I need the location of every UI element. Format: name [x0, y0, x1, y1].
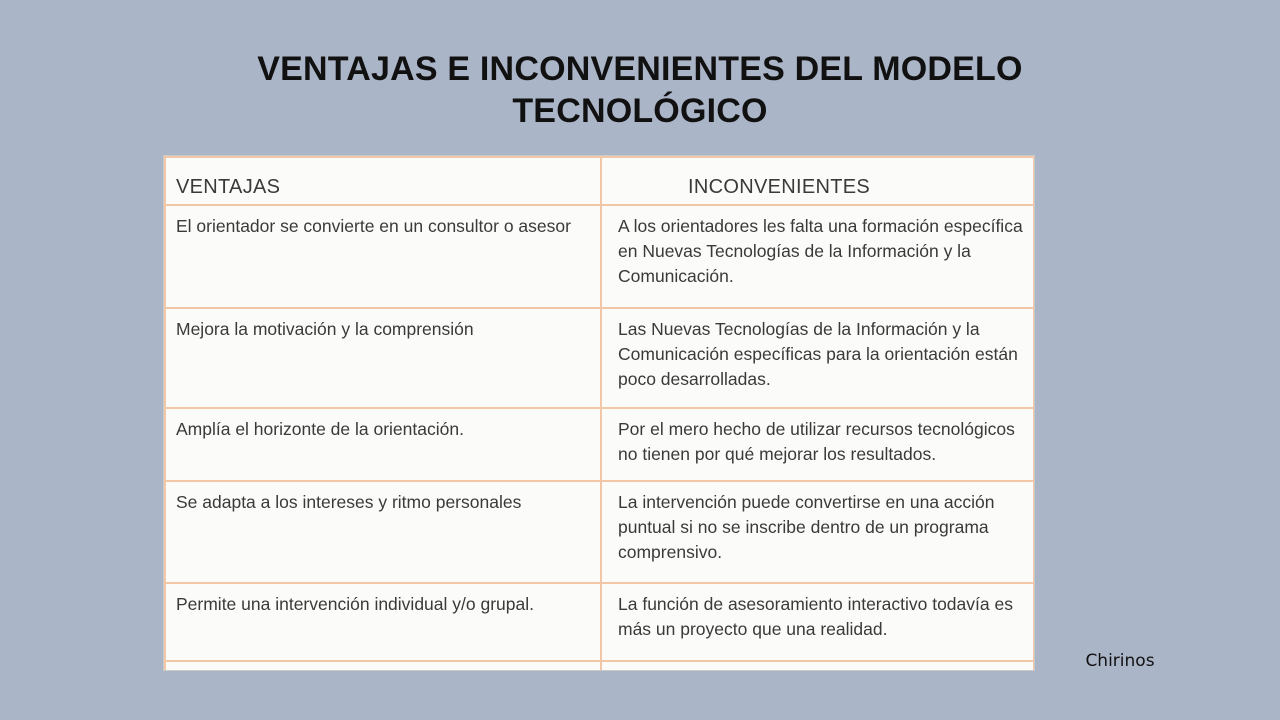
ventaja-cell: Se adapta a los intereses y ritmo personales [165, 481, 601, 583]
table-header-row [165, 157, 1034, 205]
header-ventajas: VENTAJAS [165, 157, 601, 205]
table-row [165, 408, 1034, 481]
table-row [165, 205, 1034, 308]
slide-title [140, 48, 1140, 132]
inconveniente-cell: A los orientadores les falta una formación específica en Nuevas Tecnologías de la Información y la Comunicación. [601, 205, 1034, 308]
inconveniente-cell: La intervención puede convertirse en una acción puntual si no se inscribe dentro de un programa comprensivo. [601, 481, 1034, 583]
inconveniente-cell: Las Nuevas Tecnologías de la Información y la Comunicación específicas para la orientación están poco desarrolladas. [601, 308, 1034, 408]
ventaja-cell: Mejora la motivación y la comprensión [165, 308, 601, 408]
ventaja-cell: Permite una intervención individual y/o grupal. [165, 583, 601, 661]
inconveniente-cell: Por el mero hecho de utilizar recursos tecnológicos no tienen por qué mejorar los resultados. [601, 408, 1034, 481]
ventaja-cell: Amplía el horizonte de la orientación. [165, 408, 601, 481]
slide-title-line-1: VENTAJAS E INCONVENIENTES DEL MODELO [257, 50, 1023, 88]
ventaja-cell: El orientador se convierte en un consultor o asesor [165, 205, 601, 308]
comparison-table-image [164, 156, 1034, 670]
inconveniente-cell-empty [601, 661, 1034, 670]
table-row [165, 583, 1034, 661]
ventaja-cell-empty [165, 661, 601, 670]
slide-title-line-2: TECNOLÓGICO [512, 92, 768, 130]
table-row-partial [165, 661, 1034, 670]
author-name: Chirinos [1085, 651, 1155, 671]
table-row [165, 481, 1034, 583]
inconveniente-cell: La función de asesoramiento interactivo todavía es más un proyecto que una realidad. [601, 583, 1034, 661]
table-row [165, 308, 1034, 408]
header-inconvenientes: INCONVENIENTES [601, 157, 1034, 205]
comparison-table [164, 156, 1034, 670]
